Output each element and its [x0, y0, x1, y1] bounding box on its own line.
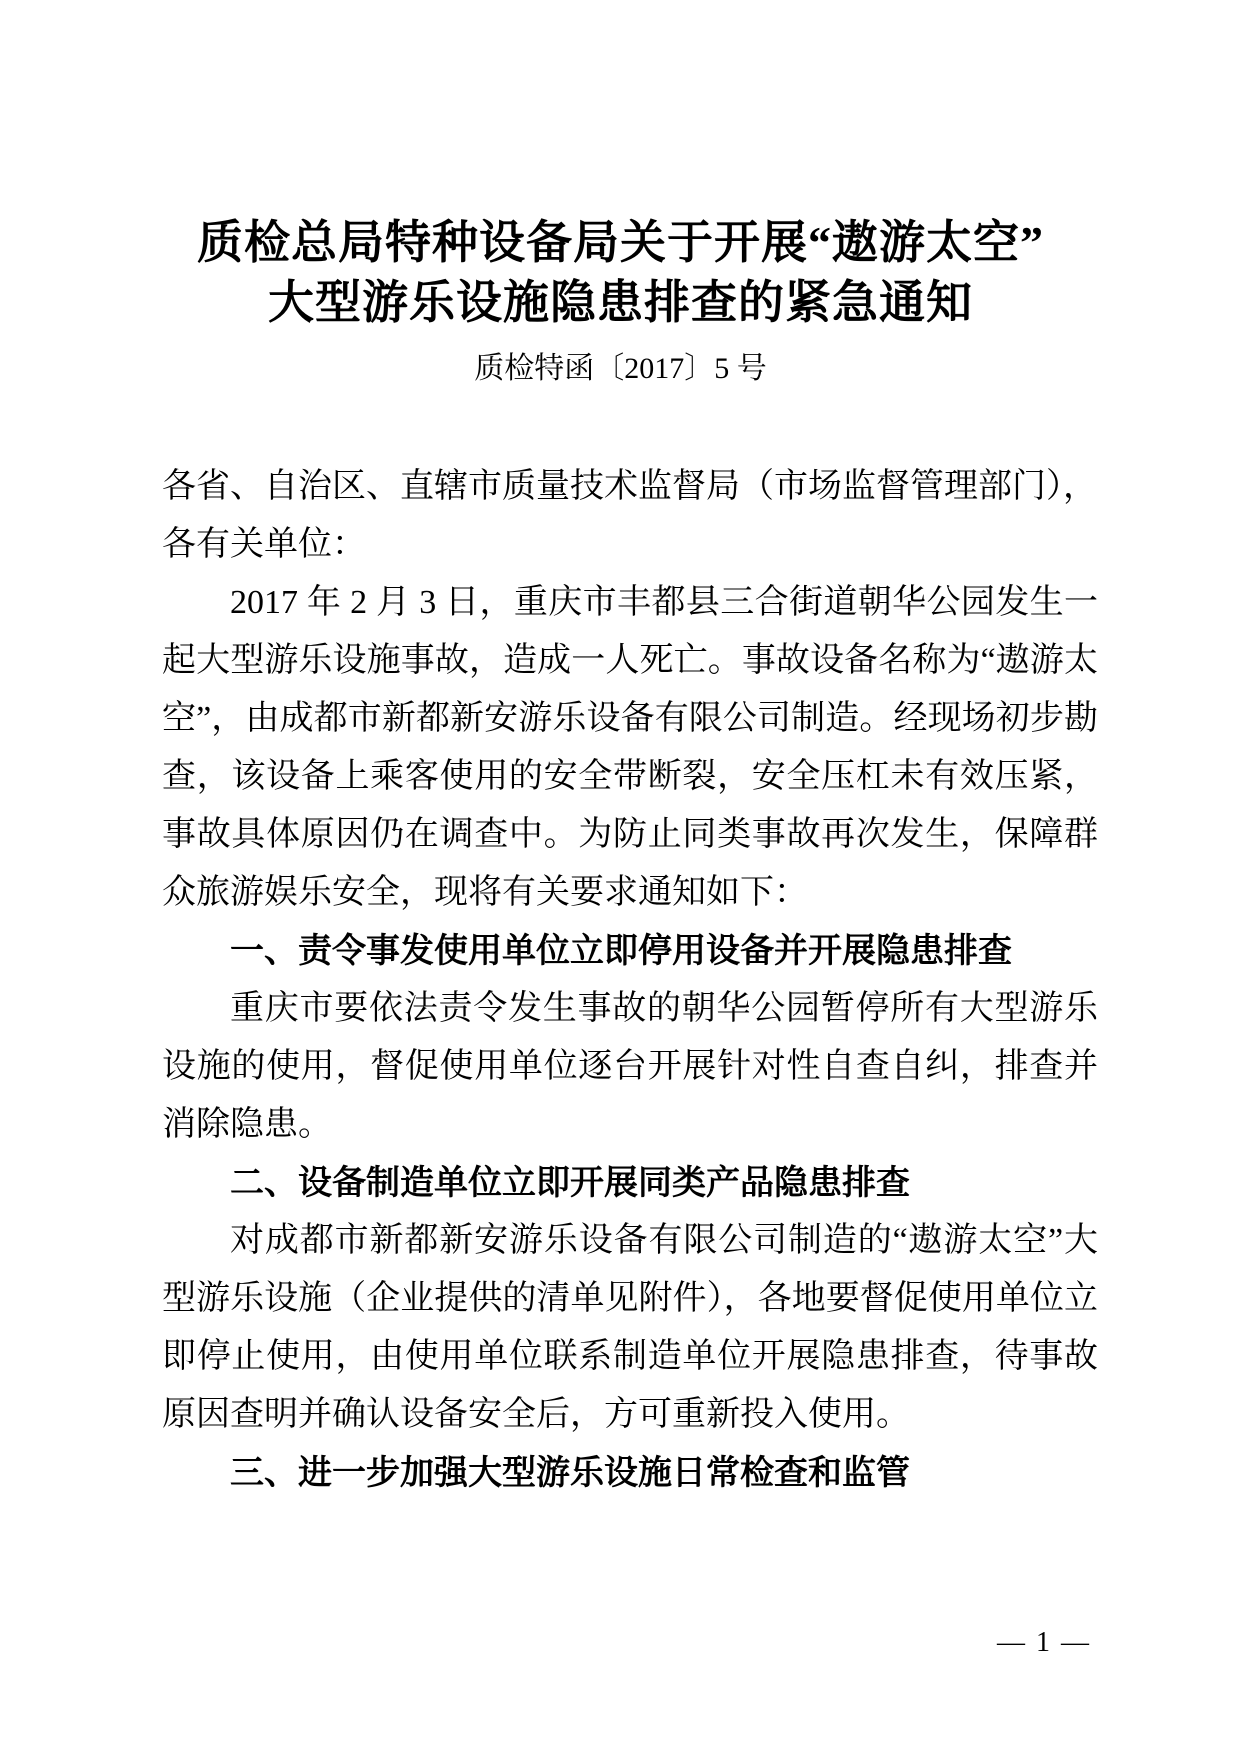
document-number: 质检特函〔2017〕5 号: [474, 352, 767, 385]
section-1-paragraph: 重庆市要依法责令发生事故的朝华公园暂停所有大型游乐设施的使用，督促使用单位逐台开展针对性自查自纠，排查并消除隐患。: [162, 990, 1098, 1143]
document-title: [60, 213, 1181, 391]
recipient-line-1: 各省、自治区、直辖市质量技术监督局（市场监督管理部门），: [162, 468, 1097, 505]
intro-paragraph: 2017 年 2 月 3 日，重庆市丰都县三合街道朝华公园发生一起大型游乐设施事故，造成一人死亡。事故设备名称为“遨游太空”，由成都市新都新安游乐设备有限公司制造。经现场初步勘查，该设备上乘客使用的安全带断裂，安全压杠未有效压紧，事故具体原因仍在调查中。为防止同类事故再次发生，保障群众旅游娱乐安全，现将有关要求通知如下：: [162, 584, 1098, 911]
document-title-line1: 质检总局特种设备局关于开展“遨游太空”: [197, 217, 1044, 268]
document-title-line2: 大型游乐设施隐患排查的紧急通知: [268, 277, 973, 328]
document-body: [162, 458, 1098, 1502]
section-1-heading: 一、责令事发使用单位立即停用设备并开展隐患排查: [230, 932, 1012, 970]
section-2-heading: 二、设备制造单位立即开展同类产品隐患排查: [230, 1164, 910, 1202]
page-number: — 1 —: [997, 1627, 1091, 1658]
recipient-line-2: 各有关单位：: [162, 526, 366, 563]
section-2-paragraph: 对成都市新都新安游乐设备有限公司制造的“遨游太空”大型游乐设施（企业提供的清单见附件），各地要督促使用单位立即停止使用，由使用单位联系制造单位开展隐患排查，待事故原因查明并确认设备安全后，方可重新投入使用。: [162, 1222, 1098, 1433]
section-3-heading: 三、进一步加强大型游乐设施日常检查和监管: [230, 1454, 910, 1492]
